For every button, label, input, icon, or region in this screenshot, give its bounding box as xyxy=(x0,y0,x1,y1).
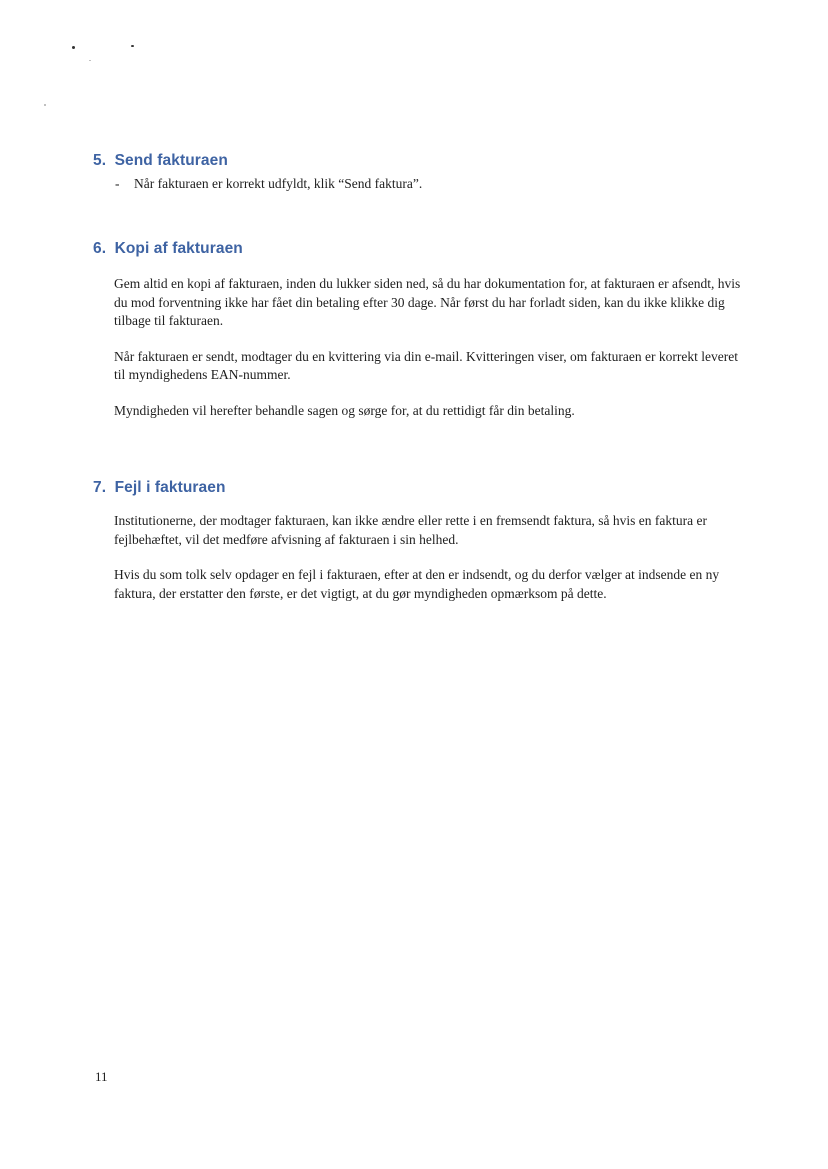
page-number: 11 xyxy=(95,1069,108,1084)
section-number: 6. xyxy=(93,240,107,257)
section-fejl-i-fakturaen xyxy=(93,479,753,603)
section-number: 7. xyxy=(93,479,107,496)
bullet-text: Når fakturaen er korrekt udfyldt, klik “Send faktura”. xyxy=(134,176,423,191)
section-title: Kopi af fakturaen xyxy=(114,240,243,257)
section-send-fakturaen xyxy=(93,152,753,193)
section-heading xyxy=(93,152,753,170)
section-heading xyxy=(93,479,753,497)
section-title: Send fakturaen xyxy=(114,152,228,169)
bullet-item xyxy=(115,175,753,193)
section-number: 5. xyxy=(93,152,107,169)
paragraph: Når fakturaen er sendt, modtager du en kvittering via din e-mail. Kvitteringen viser, om fakturaen er korrekt leveret til myndighedens EAN-nummer. xyxy=(114,348,738,382)
section-title: Fejl i fakturaen xyxy=(114,479,226,496)
paragraph: Gem altid en kopi af fakturaen, inden du lukker siden ned, så du har dokumentation for, at fakturaen er afsendt, hvis du mod forventning ikke har fået din betaling efter 30 dage. Når først du har forladt siden, kan du ikke klikke dig tilbage til fakturaen. xyxy=(114,276,741,328)
bullet-marker: - xyxy=(115,176,120,191)
section-kopi-af-fakturaen xyxy=(93,240,753,420)
paragraph: Institutionerne, der modtager fakturaen, kan ikke ændre eller rette i en fremsendt faktura, så hvis en faktura er fejlbehæftet, vil det medføre afvisning af fakturaen i sin helhed. xyxy=(114,513,708,547)
paragraph: Myndigheden vil herefter behandle sagen og sørge for, at du rettidigt får din betaling. xyxy=(114,402,575,418)
section-heading xyxy=(93,240,753,258)
paragraph: Hvis du som tolk selv opdager en fejl i fakturaen, efter at den er indsendt, og du derfor vælger at indsende en ny faktura, der erstatter den første, er det vigtigt, at du gør myndigheden opmærksom på dette. xyxy=(114,567,720,601)
